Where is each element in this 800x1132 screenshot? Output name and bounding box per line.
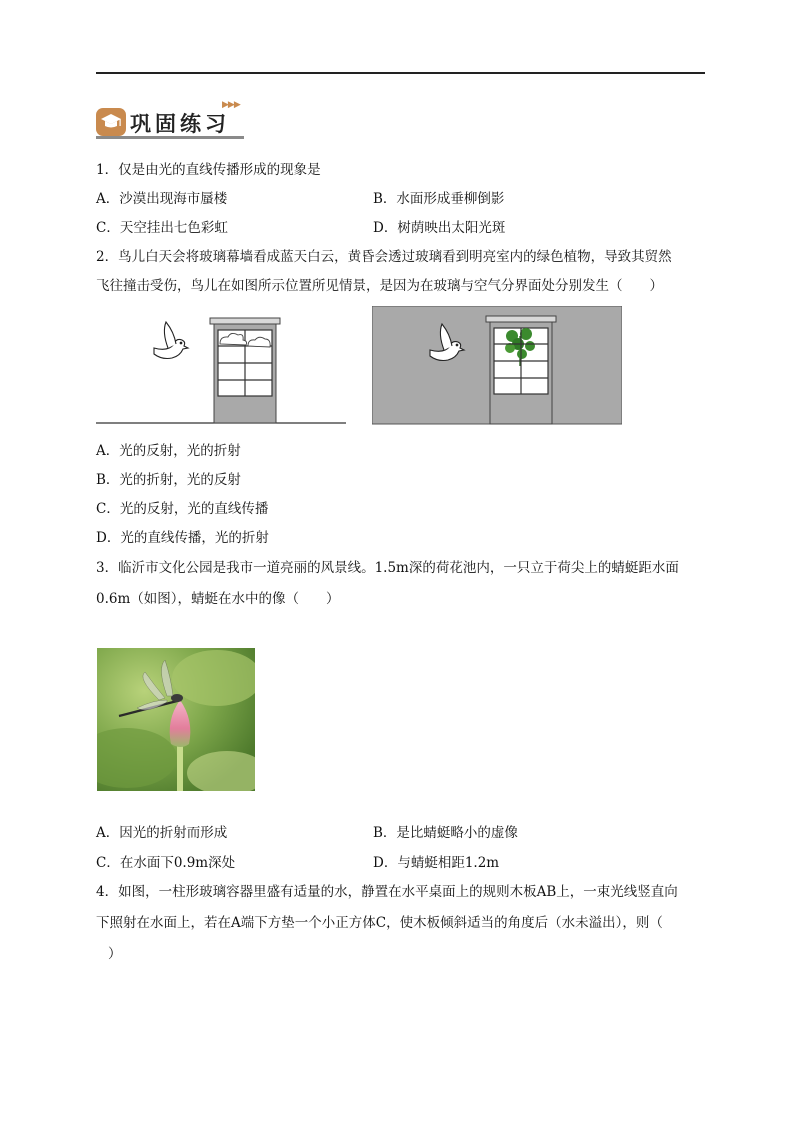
- graduation-cap-icon: [96, 108, 126, 136]
- q1-option-a: A．沙漠出现海市蜃楼: [96, 191, 228, 207]
- dragonfly-lotus-photo: [97, 648, 255, 791]
- q4-stem-line2: 下照射在水面上，若在A端下方垫一个小正方体C，使木板倾斜适当的角度后（水未溢出），则（: [96, 915, 663, 931]
- bird-dusk-figure: [372, 306, 622, 426]
- section-underline: [96, 136, 244, 139]
- q1-option-c: C．天空挂出七色彩虹: [96, 220, 228, 236]
- arrows-icon: ▶▶▶: [222, 100, 240, 110]
- q2-stem-line2: 飞往撞击受伤，鸟儿在如图所示位置所见情景，是因为在玻璃与空气分界面处分别发生（ ）: [96, 278, 663, 294]
- section-title: 巩固练习: [130, 112, 230, 136]
- q2-option-d: D．光的直线传播，光的折射: [96, 530, 269, 546]
- q3-option-c: C．在水面下0.9m深处: [96, 855, 236, 871]
- q2-option-c: C．光的反射，光的直线传播: [96, 501, 269, 517]
- q2-option-b: B．光的折射，光的反射: [96, 472, 241, 488]
- q1-stem: 1．仅是由光的直线传播形成的现象是: [96, 162, 321, 178]
- q2-option-a: A．光的反射，光的折射: [96, 443, 241, 459]
- section-header: [96, 100, 246, 140]
- q2-stem-line1: 2．鸟儿白天会将玻璃幕墙看成蓝天白云，黄昏会透过玻璃看到明亮室内的绿色植物，导致其贸然: [96, 249, 672, 265]
- q1-option-d: D．树荫映出太阳光斑: [373, 220, 506, 236]
- q3-stem-line1: 3．临沂市文化公园是我市一道亮丽的风景线。1.5m深的荷花池内，一只立于荷尖上的蜻蜓距水面: [96, 560, 679, 576]
- q4-stem-line1: 4．如图，一柱形玻璃容器里盛有适量的水，静置在水平桌面上的规则木板AB上，一束光线竖直向: [96, 884, 678, 900]
- bird-daytime-figure: [96, 310, 348, 426]
- bird-icon: [154, 322, 188, 359]
- q3-option-a: A．因光的折射而形成: [96, 825, 228, 841]
- q3-stem-line2: 0.6m（如图），蜻蜓在水中的像（ ）: [96, 591, 340, 607]
- q1-option-b: B．水面形成垂柳倒影: [373, 191, 505, 207]
- top-rule: [96, 72, 705, 74]
- q3-option-b: B．是比蜻蜓略小的虚像: [373, 825, 518, 841]
- q3-option-d: D．与蜻蜓相距1.2m: [373, 855, 500, 871]
- q4-stem-line3: ）: [108, 946, 122, 962]
